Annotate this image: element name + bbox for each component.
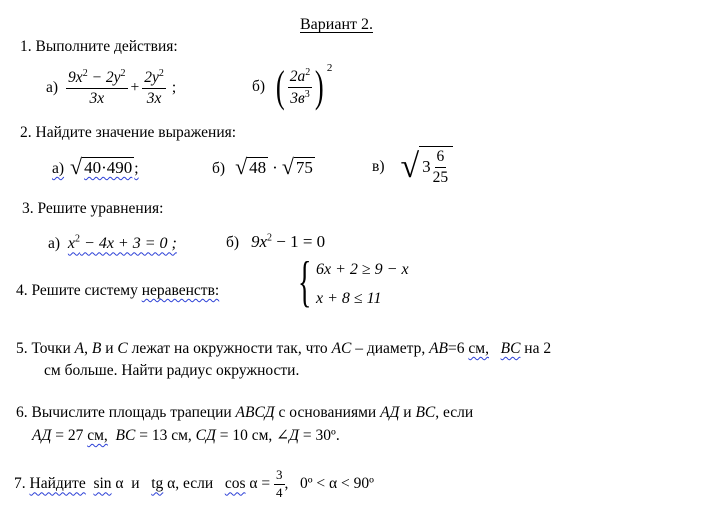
q6-and: и	[399, 404, 416, 421]
q5-t5: на 2	[520, 340, 552, 357]
q7-tg: tg	[151, 475, 164, 493]
q7-pre: 7.	[14, 475, 30, 493]
q1-a-fraction1	[66, 68, 127, 108]
q3-b	[226, 232, 325, 252]
q5-t2: лежат на окружности так, что	[127, 340, 332, 357]
q1-b-fraction	[288, 67, 313, 108]
q3-b-expr	[251, 232, 325, 251]
q6-t3: , если	[435, 404, 474, 421]
q1-a-plus: +	[130, 79, 140, 96]
q2-a	[52, 156, 139, 178]
q6-l2-D: Д	[289, 427, 300, 444]
q3-b-label: б)	[226, 234, 240, 251]
q2-c	[372, 146, 453, 188]
q2-b-rad1: 48	[249, 158, 267, 177]
q3-a-rest: − 4x + 3 = 0 ;	[80, 235, 177, 253]
q5-B: B	[91, 340, 102, 357]
q7-sin: sin	[93, 475, 112, 493]
q6-l2-a: = 27	[51, 427, 88, 444]
q3-b-9x: 9x	[250, 232, 267, 251]
q1-a-den2: 3x	[146, 90, 162, 108]
q1-b-num-exp: 2	[305, 66, 311, 78]
q7-sp1	[86, 475, 94, 493]
q6-l2-sp	[108, 427, 116, 444]
q3-a-label: а)	[48, 235, 61, 253]
q5-t1: 5. Точки	[16, 340, 75, 357]
q5-and: и	[101, 340, 118, 357]
q1-a	[46, 66, 176, 110]
q2-a-radical: √	[70, 154, 83, 179]
q2-b-dot: ·	[272, 158, 278, 177]
q1-a-num1-exp: 2	[82, 68, 88, 80]
q1-b	[252, 62, 332, 112]
q1-b-num: 2a	[289, 67, 306, 85]
q3-a-exp: 2	[75, 234, 81, 245]
q7-num: 3	[274, 468, 285, 485]
q2-b-rad2: 75	[295, 158, 313, 177]
q1-a-num3-exp: 2	[158, 68, 164, 80]
q4-line1: 6x + 2 ≥ 9 − x	[316, 261, 409, 278]
q1-a-den1: 3x	[89, 90, 105, 108]
q2-b	[212, 156, 315, 178]
q7-mid2: α, если	[163, 475, 225, 493]
q2-c-radicand	[419, 146, 453, 188]
q1-b-rparen: )	[315, 62, 324, 111]
q5-C: C	[117, 340, 128, 357]
q6-ABCD: ABCД	[235, 404, 275, 421]
q2-c-den: 25	[432, 168, 449, 186]
q7-mid: α и	[111, 475, 152, 493]
q5-AC: AC	[331, 340, 352, 357]
q7-den: 4	[276, 484, 283, 500]
q5-BC: BC	[500, 340, 521, 357]
q1-b-den: 3в	[290, 89, 305, 107]
q1-a-label: а)	[46, 79, 59, 96]
q6-AD: AД	[380, 404, 400, 421]
q4-heading-word: неравенств:	[141, 282, 220, 299]
q2-a-expr: 40·490	[84, 158, 133, 177]
q5-gap	[489, 340, 501, 357]
q4-line2: x + 8 ≤ 11	[316, 290, 382, 307]
q7-line	[14, 468, 374, 501]
q2-c-whole: 3	[422, 157, 431, 177]
q6-t1: 6. Вычислите площадь трапеции	[16, 404, 236, 421]
q3-b-rest: − 1 = 0	[271, 232, 326, 251]
q6-l2-cm: см,	[87, 427, 108, 444]
q7-fraction	[274, 468, 285, 501]
q5-comma: ,	[84, 340, 92, 357]
q1-b-outer-exp: 2	[326, 62, 333, 74]
q6-line1	[16, 404, 473, 422]
q7-cos: cos	[224, 475, 246, 493]
q3-a	[48, 234, 177, 253]
q6-l2-d: = 30º.	[299, 427, 340, 444]
page-title: Вариант 2.	[300, 16, 373, 33]
q2-c-fraction	[431, 148, 451, 187]
q5-A: A	[74, 340, 85, 357]
q2-c-radical: √	[400, 147, 420, 185]
q3-heading: 3. Решите уравнения:	[22, 200, 164, 217]
q3-a-expr	[68, 235, 177, 252]
q1-b-den-exp: 3	[304, 88, 310, 100]
q2-c-num: 6	[435, 148, 447, 168]
q6-line2	[32, 426, 340, 445]
q3-b-exp: 2	[266, 232, 272, 244]
q7-mid3: α =	[245, 475, 274, 493]
q2-b-radical1: √	[235, 154, 248, 179]
q1-a-num1: 9x	[68, 69, 83, 87]
q2-heading: 2. Найдите значение выражения:	[20, 124, 237, 141]
q5-line2: см больше. Найти радиус окружности.	[44, 362, 300, 379]
q7-end: , 0º < α < 90º	[284, 475, 374, 493]
q3-a-x: x	[67, 235, 76, 253]
q2-a-label: а)	[52, 160, 65, 177]
q6-l2-b: = 13 см,	[135, 427, 196, 444]
q1-a-num3: 2y	[144, 69, 159, 87]
q4-heading-pre: 4. Решите систему	[16, 282, 142, 299]
q5-AB: AB	[429, 340, 449, 357]
q6-BC: BC	[415, 404, 436, 421]
q1-a-fraction2	[142, 68, 166, 108]
q1-b-label: б)	[252, 78, 266, 95]
q2-c-label: в)	[372, 157, 385, 175]
q5-line1	[16, 340, 551, 358]
q6-l2-CD: CД	[195, 427, 216, 444]
q5-t3: – диаметр,	[351, 340, 430, 357]
q6-l2-c: = 10 см, ∠	[215, 427, 290, 444]
q1-a-end: ;	[171, 79, 177, 96]
q1-a-num2: − 2y	[87, 69, 121, 87]
q1-a-num2-exp: 2	[120, 68, 126, 80]
q2-a-end: ;	[134, 160, 139, 177]
q6-l2-AD: AД	[32, 427, 52, 444]
q2-b-label: б)	[212, 160, 226, 177]
q5-t4: =6	[448, 340, 469, 357]
q5-cm: см,	[468, 340, 489, 357]
q4-brace: {	[298, 251, 312, 313]
q1-heading: 1. Выполните действия:	[20, 38, 178, 55]
q4-heading	[16, 282, 219, 300]
q2-b-radical2: √	[281, 154, 294, 179]
q6-t2: с основаниями	[274, 404, 381, 421]
q6-l2-BC: BC	[115, 427, 136, 444]
q1-b-lparen: (	[275, 62, 285, 111]
q7-find: Найдите	[29, 475, 86, 493]
